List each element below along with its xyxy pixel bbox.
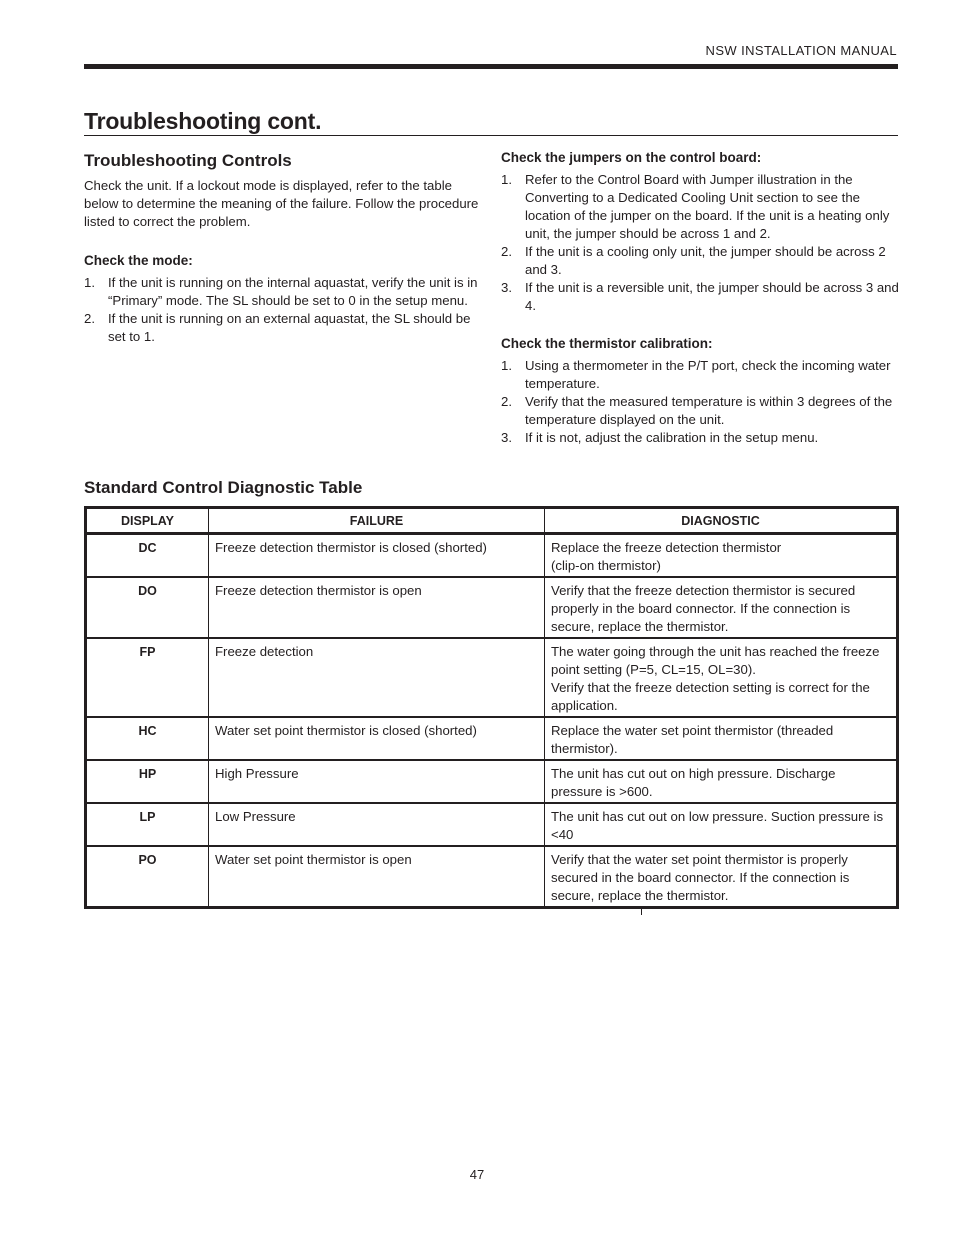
list-item (501, 243, 901, 279)
check-thermistor-list (501, 357, 901, 447)
title-rule (84, 135, 898, 136)
check-thermistor-heading: Check the thermistor calibration: (501, 336, 713, 351)
check-mode-heading: Check the mode: (84, 253, 193, 268)
failure-cell: Water set point thermistor is closed (shorted) (209, 717, 545, 760)
diagnostic-cell (545, 717, 898, 760)
diagnostic-line: (clip-on thermistor) (551, 558, 661, 573)
list-number: 2. (84, 311, 95, 326)
table-row (86, 534, 898, 578)
list-number: 2. (501, 244, 512, 259)
list-text: If it is not, adjust the calibration in the setup menu. (525, 430, 819, 445)
failure-cell: Freeze detection thermistor is closed (shorted) (209, 534, 545, 578)
list-text: If the unit is running on the internal aquastat, verify the unit is in “Primary” mode. The SL should be set to 0 in the setup menu. (108, 275, 478, 308)
table-row (86, 846, 898, 908)
troubleshooting-controls-heading: Troubleshooting Controls (84, 151, 292, 170)
display-code: DC (86, 534, 209, 578)
list-item (501, 279, 901, 315)
page-number: 47 (469, 1167, 485, 1182)
diagnostic-cell (545, 534, 898, 578)
display-code: DO (86, 577, 209, 638)
diagnostic-table (84, 506, 899, 909)
diagnostic-line: Verify that the water set point thermistor is properly secured in the board connector. If the connection is secure, replace the thermistor. (551, 852, 850, 903)
diagnostic-line: Verify that the freeze detection setting is correct for the application. (551, 680, 870, 713)
table-row (86, 577, 898, 638)
check-mode-list (84, 274, 479, 346)
failure-cell: Low Pressure (209, 803, 545, 846)
diagnostic-line: The unit has cut out on low pressure. Suction pressure is <40 (551, 809, 884, 842)
table-row (86, 803, 898, 846)
diagnostic-cell (545, 638, 898, 717)
table-header-row (86, 508, 898, 534)
display-code: HP (86, 760, 209, 803)
left-column (84, 150, 479, 346)
diagnostic-cell (545, 846, 898, 908)
list-number: 3. (501, 280, 512, 295)
list-number: 1. (84, 275, 95, 290)
failure-cell: High Pressure (209, 760, 545, 803)
page-title: Troubleshooting cont. (84, 108, 322, 134)
failure-cell: Freeze detection thermistor is open (209, 577, 545, 638)
diagnostic-line: The unit has cut out on high pressure. Discharge pressure is >600. (551, 766, 836, 799)
failure-cell: Freeze detection (209, 638, 545, 717)
intro-paragraph: Check the unit. If a lockout mode is displayed, refer to the table below to determine the meaning of the failure. Follow the procedure listed to correct the problem. (84, 178, 479, 229)
diagnostic-table-heading: Standard Control Diagnostic Table (84, 478, 363, 497)
manual-title: NSW INSTALLATION MANUAL (705, 43, 897, 58)
diagnostic-line: Replace the freeze detection thermistor (551, 540, 782, 555)
column-header-failure: FAILURE (209, 508, 545, 534)
diagnostic-cell (545, 803, 898, 846)
table-row (86, 717, 898, 760)
diagnostic-line: Replace the water set point thermistor (threaded thermistor). (551, 723, 834, 756)
list-item (501, 171, 901, 243)
column-header-diagnostic: DIAGNOSTIC (545, 508, 898, 534)
list-text: If the unit is running on an external aquastat, the SL should be set to 1. (108, 311, 471, 344)
list-number: 2. (501, 394, 512, 409)
diagnostic-line: Verify that the freeze detection thermistor is secured properly in the board connector. If the connection is secure, replace the thermistor. (551, 583, 856, 634)
table-row (86, 760, 898, 803)
list-number: 3. (501, 430, 512, 445)
list-number: 1. (501, 358, 512, 373)
right-column (501, 149, 901, 447)
diagnostic-cell (545, 577, 898, 638)
list-item (501, 393, 901, 429)
display-code: PO (86, 846, 209, 908)
list-text: If the unit is a cooling only unit, the jumper should be across 2 and 3. (525, 244, 886, 277)
list-item (501, 357, 901, 393)
list-text: If the unit is a reversible unit, the jumper should be across 3 and 4. (525, 280, 899, 313)
column-header-display: DISPLAY (86, 508, 209, 534)
display-code: FP (86, 638, 209, 717)
check-jumpers-heading: Check the jumpers on the control board: (501, 150, 762, 165)
list-number: 1. (501, 172, 512, 187)
list-text: Using a thermometer in the P/T port, check the incoming water temperature. (525, 358, 891, 391)
list-item (84, 310, 479, 346)
diagnostic-cell (545, 760, 898, 803)
list-text: Verify that the measured temperature is within 3 degrees of the temperature displayed on the unit. (525, 394, 893, 427)
header-rule (84, 64, 898, 69)
check-jumpers-list (501, 171, 901, 315)
failure-cell: Water set point thermistor is open (209, 846, 545, 908)
display-code: HC (86, 717, 209, 760)
diagnostic-line: The water going through the unit has reached the freeze point setting (P=5, CL=15, OL=30). (551, 644, 880, 677)
table-row (86, 638, 898, 717)
list-text: Refer to the Control Board with Jumper illustration in the Converting to a Dedicated Cooling Unit section to see the location of the jumper on the board. If the unit is a heating only unit, the jumper should be across 1 and 2. (525, 172, 890, 241)
list-item (501, 429, 901, 447)
list-item (84, 274, 479, 310)
stray-tick-mark (641, 909, 642, 915)
display-code: LP (86, 803, 209, 846)
